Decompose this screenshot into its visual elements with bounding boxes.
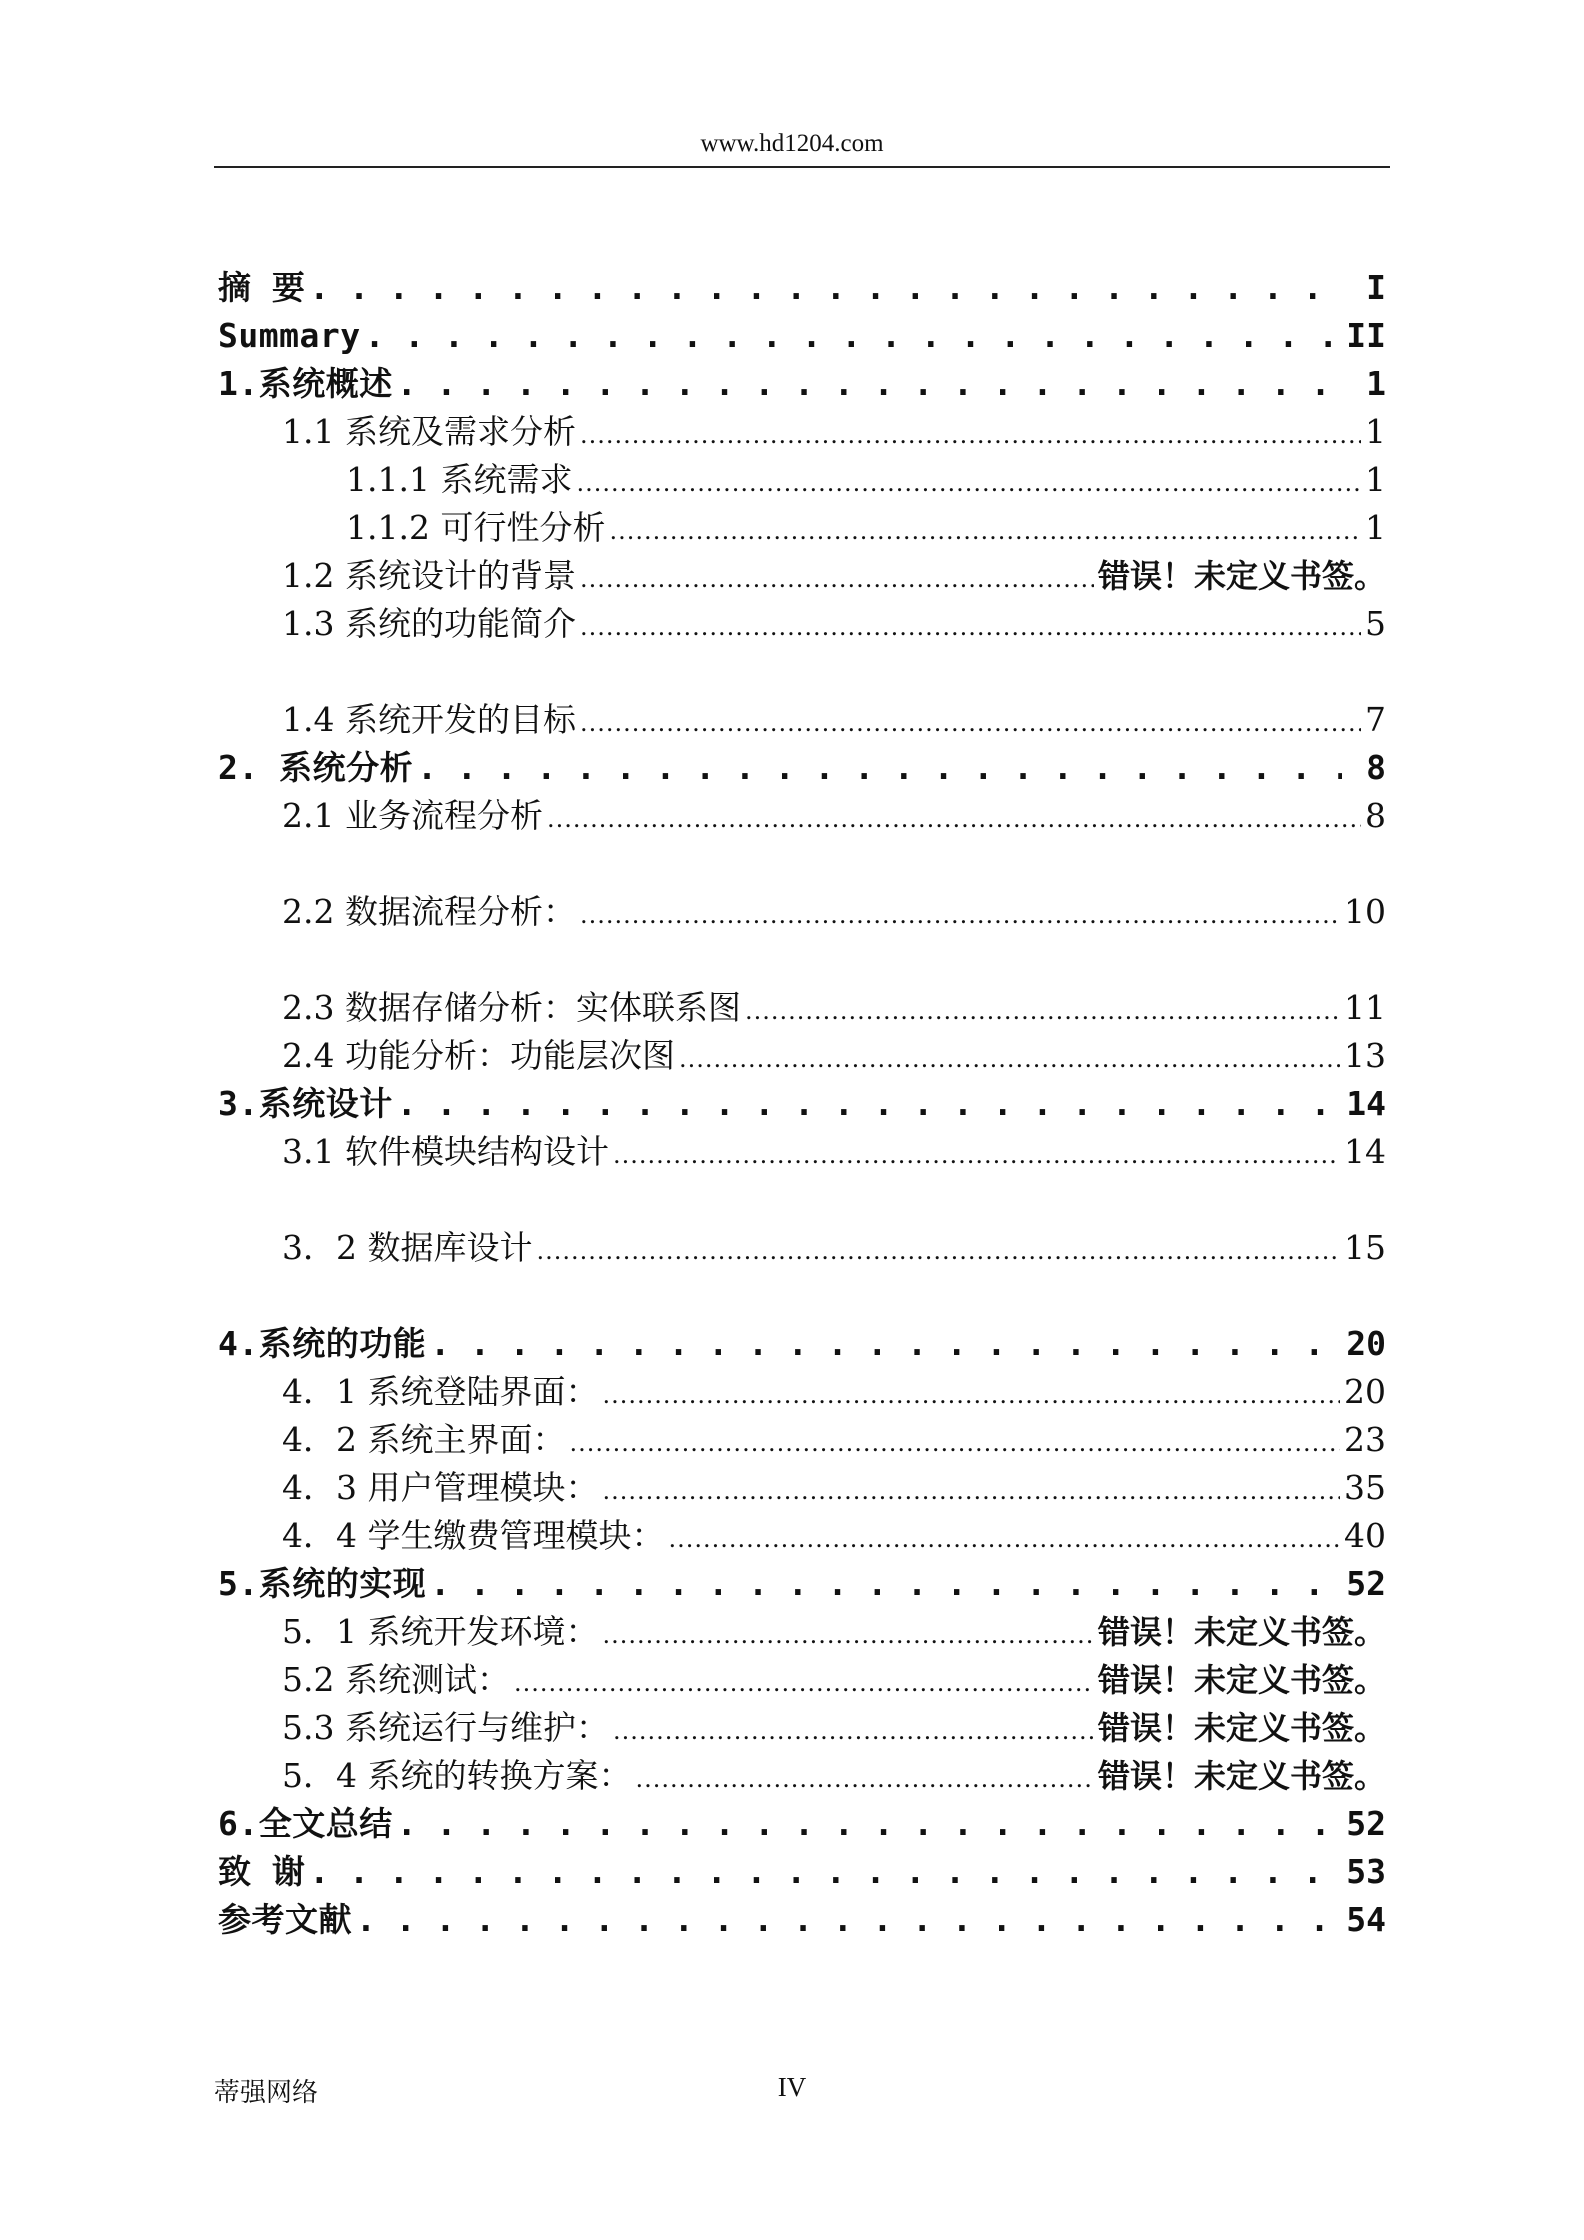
toc-entry-title: 2.3 数据存储分析：实体联系图 [282,988,741,1027]
toc-entry-title: 摘 要 [218,268,306,307]
toc-entry-title: Summary [218,316,361,355]
toc-entry[interactable] [218,552,1386,600]
toc-entry-title: 1.1 系统及需求分析 [282,412,576,451]
toc-entry[interactable] [218,1080,1386,1128]
toc-entry-page: 20 [1344,1372,1386,1411]
toc-entry[interactable] [218,1464,1386,1512]
toc-dot-leader [580,696,1361,747]
toc-entry[interactable] [218,1656,1386,1704]
toc-entry-page: 54 [1346,1900,1386,1939]
toc-entry-title: 4.系统的功能 [218,1324,427,1363]
toc-entry[interactable] [218,1224,1386,1272]
toc-entry-title: 2. 系统分析 [218,748,414,787]
toc-entry[interactable] [218,312,1386,360]
toc-entry[interactable] [218,1032,1386,1080]
toc-entry[interactable] [218,1128,1386,1176]
toc-dot-leader [309,1848,1342,1896]
toc-entry[interactable] [218,600,1386,648]
toc-entry-page: 52 [1346,1804,1386,1843]
toc-dot-leader [580,408,1361,459]
toc-dot-leader [613,1704,1094,1755]
toc-entry-title: 6.全文总结 [218,1804,393,1843]
toc-entry-title: 1.1.2 可行性分析 [346,508,606,547]
toc-dot-leader [668,1512,1340,1563]
toc-entry-title: 致 谢 [218,1852,306,1891]
header-rule [214,166,1390,168]
toc-entry-title: 1.系统概述 [218,364,393,403]
toc-entry-title: 4．2 系统主界面： [282,1420,566,1459]
toc-entry-page: 1 [1365,412,1386,451]
toc-entry-page: 40 [1344,1516,1386,1555]
toc-entry-page: 15 [1344,1228,1386,1267]
toc-entry-title: 5．1 系统开发环境： [282,1612,599,1651]
toc-dot-leader [514,1656,1094,1707]
toc-entry-title: 5.系统的实现 [218,1564,427,1603]
toc-entry-page: 10 [1344,892,1386,931]
toc-entry[interactable] [218,1896,1386,1944]
toc-dot-leader [679,1032,1340,1083]
toc-entry-page: 8 [1365,796,1386,835]
toc-dot-leader [397,1800,1342,1848]
toc-dot-leader [397,360,1342,408]
toc-entry[interactable] [218,1704,1386,1752]
header-site-url: www.hd1204.com [700,130,884,157]
toc-entry-page: 7 [1365,700,1386,739]
toc-dot-leader [356,1896,1342,1944]
toc-entry-page: 错误！未定义书签。 [1097,1757,1386,1795]
toc-dot-leader [536,1224,1340,1275]
toc-entry-title: 5.3 系统运行与维护： [282,1708,609,1747]
toc-dot-leader [602,1368,1340,1419]
toc-entry-title: 1.1.1 系统需求 [346,460,573,499]
toc-entry-title: 5．4 系统的转换方案： [282,1756,632,1795]
toc-entry-page: II [1346,316,1386,355]
toc-dot-leader [602,1608,1094,1659]
toc-entry-title: 2.2 数据流程分析： [282,892,576,931]
footer-left-text: 蒂强网络 [214,2078,319,2108]
toc-entry[interactable] [218,1608,1386,1656]
toc-entry[interactable] [218,888,1386,936]
toc-entry-page: 1 [1365,508,1386,547]
toc-entry-page: 1 [1366,364,1386,403]
toc-entry[interactable] [218,1416,1386,1464]
toc-entry[interactable] [218,1848,1386,1896]
toc-entry-title: 2.1 业务流程分析 [282,796,543,835]
toc-dot-leader [580,600,1361,651]
toc-entry-page: 5 [1365,604,1386,643]
toc-entry[interactable] [218,696,1386,744]
toc-entry[interactable] [218,1560,1386,1608]
toc-entry-page: 错误！未定义书签。 [1097,1709,1386,1747]
toc-dot-leader [580,552,1094,603]
toc-entry-page: 错误！未定义书签。 [1097,557,1386,595]
toc-entry-page: I [1366,268,1386,307]
toc-entry[interactable] [218,408,1386,456]
toc-entry[interactable] [218,1368,1386,1416]
toc-entry[interactable] [218,984,1386,1032]
toc-entry-title: 2.4 功能分析：功能层次图 [282,1036,675,1075]
toc-entry[interactable] [218,744,1386,792]
toc-dot-leader [613,1128,1340,1179]
toc-entry-title: 3.系统设计 [218,1084,393,1123]
toc-dot-leader [580,888,1340,939]
toc-entry[interactable] [218,504,1386,552]
toc-entry-title: 1.3 系统的功能简介 [282,604,576,643]
toc-entry-title: 1.2 系统设计的背景 [282,556,576,595]
toc-entry-title: 4．3 用户管理模块： [282,1468,599,1507]
toc-entry-page: 20 [1346,1324,1386,1363]
toc-entry[interactable] [218,1752,1386,1800]
toc-entry-title: 4．4 学生缴费管理模块： [282,1516,665,1555]
toc-entry-title: 5.2 系统测试： [282,1660,510,1699]
toc-dot-leader [417,744,1342,792]
toc-entry-page: 11 [1344,988,1386,1027]
toc-entry-page: 1 [1365,460,1386,499]
toc-dot-leader [430,1320,1342,1368]
toc-dot-leader [609,504,1361,555]
toc-entry[interactable] [218,1512,1386,1560]
toc-entry-page: 52 [1346,1564,1386,1603]
toc-entry-page: 13 [1344,1036,1386,1075]
toc-entry-page: 错误！未定义书签。 [1097,1661,1386,1699]
toc-dot-leader [635,1752,1094,1803]
toc-entry-page: 53 [1346,1852,1386,1891]
toc-dot-leader [547,792,1361,843]
toc-entry[interactable] [218,360,1386,408]
toc-dot-leader [569,1416,1340,1467]
table-of-contents [218,264,1386,1944]
toc-dot-leader [602,1464,1340,1515]
toc-entry-title: 参考文献 [218,1900,352,1939]
toc-entry-title: 3.1 软件模块结构设计 [282,1132,609,1171]
toc-entry[interactable] [218,456,1386,504]
toc-dot-leader [576,456,1361,507]
toc-dot-leader [309,264,1342,312]
toc-dot-leader [745,984,1340,1035]
toc-entry-title: 1.4 系统开发的目标 [282,700,576,739]
toc-entry-title: 3．2 数据库设计 [282,1228,533,1267]
toc-entry[interactable] [218,1800,1386,1848]
toc-dot-leader [430,1560,1342,1608]
toc-entry-page: 8 [1366,748,1386,787]
toc-entry-title: 4．1 系统登陆界面： [282,1372,599,1411]
toc-dot-leader [397,1080,1342,1128]
toc-entry[interactable] [218,1320,1386,1368]
footer-page-number: IV [777,2072,807,2102]
toc-entry-page: 14 [1344,1132,1386,1171]
toc-entry-page: 35 [1344,1468,1386,1507]
toc-entry-page: 错误！未定义书签。 [1097,1613,1386,1651]
toc-entry-page: 14 [1346,1084,1386,1123]
toc-entry[interactable] [218,792,1386,840]
toc-entry[interactable] [218,264,1386,312]
toc-entry-page: 23 [1344,1420,1386,1459]
toc-dot-leader [365,312,1342,360]
